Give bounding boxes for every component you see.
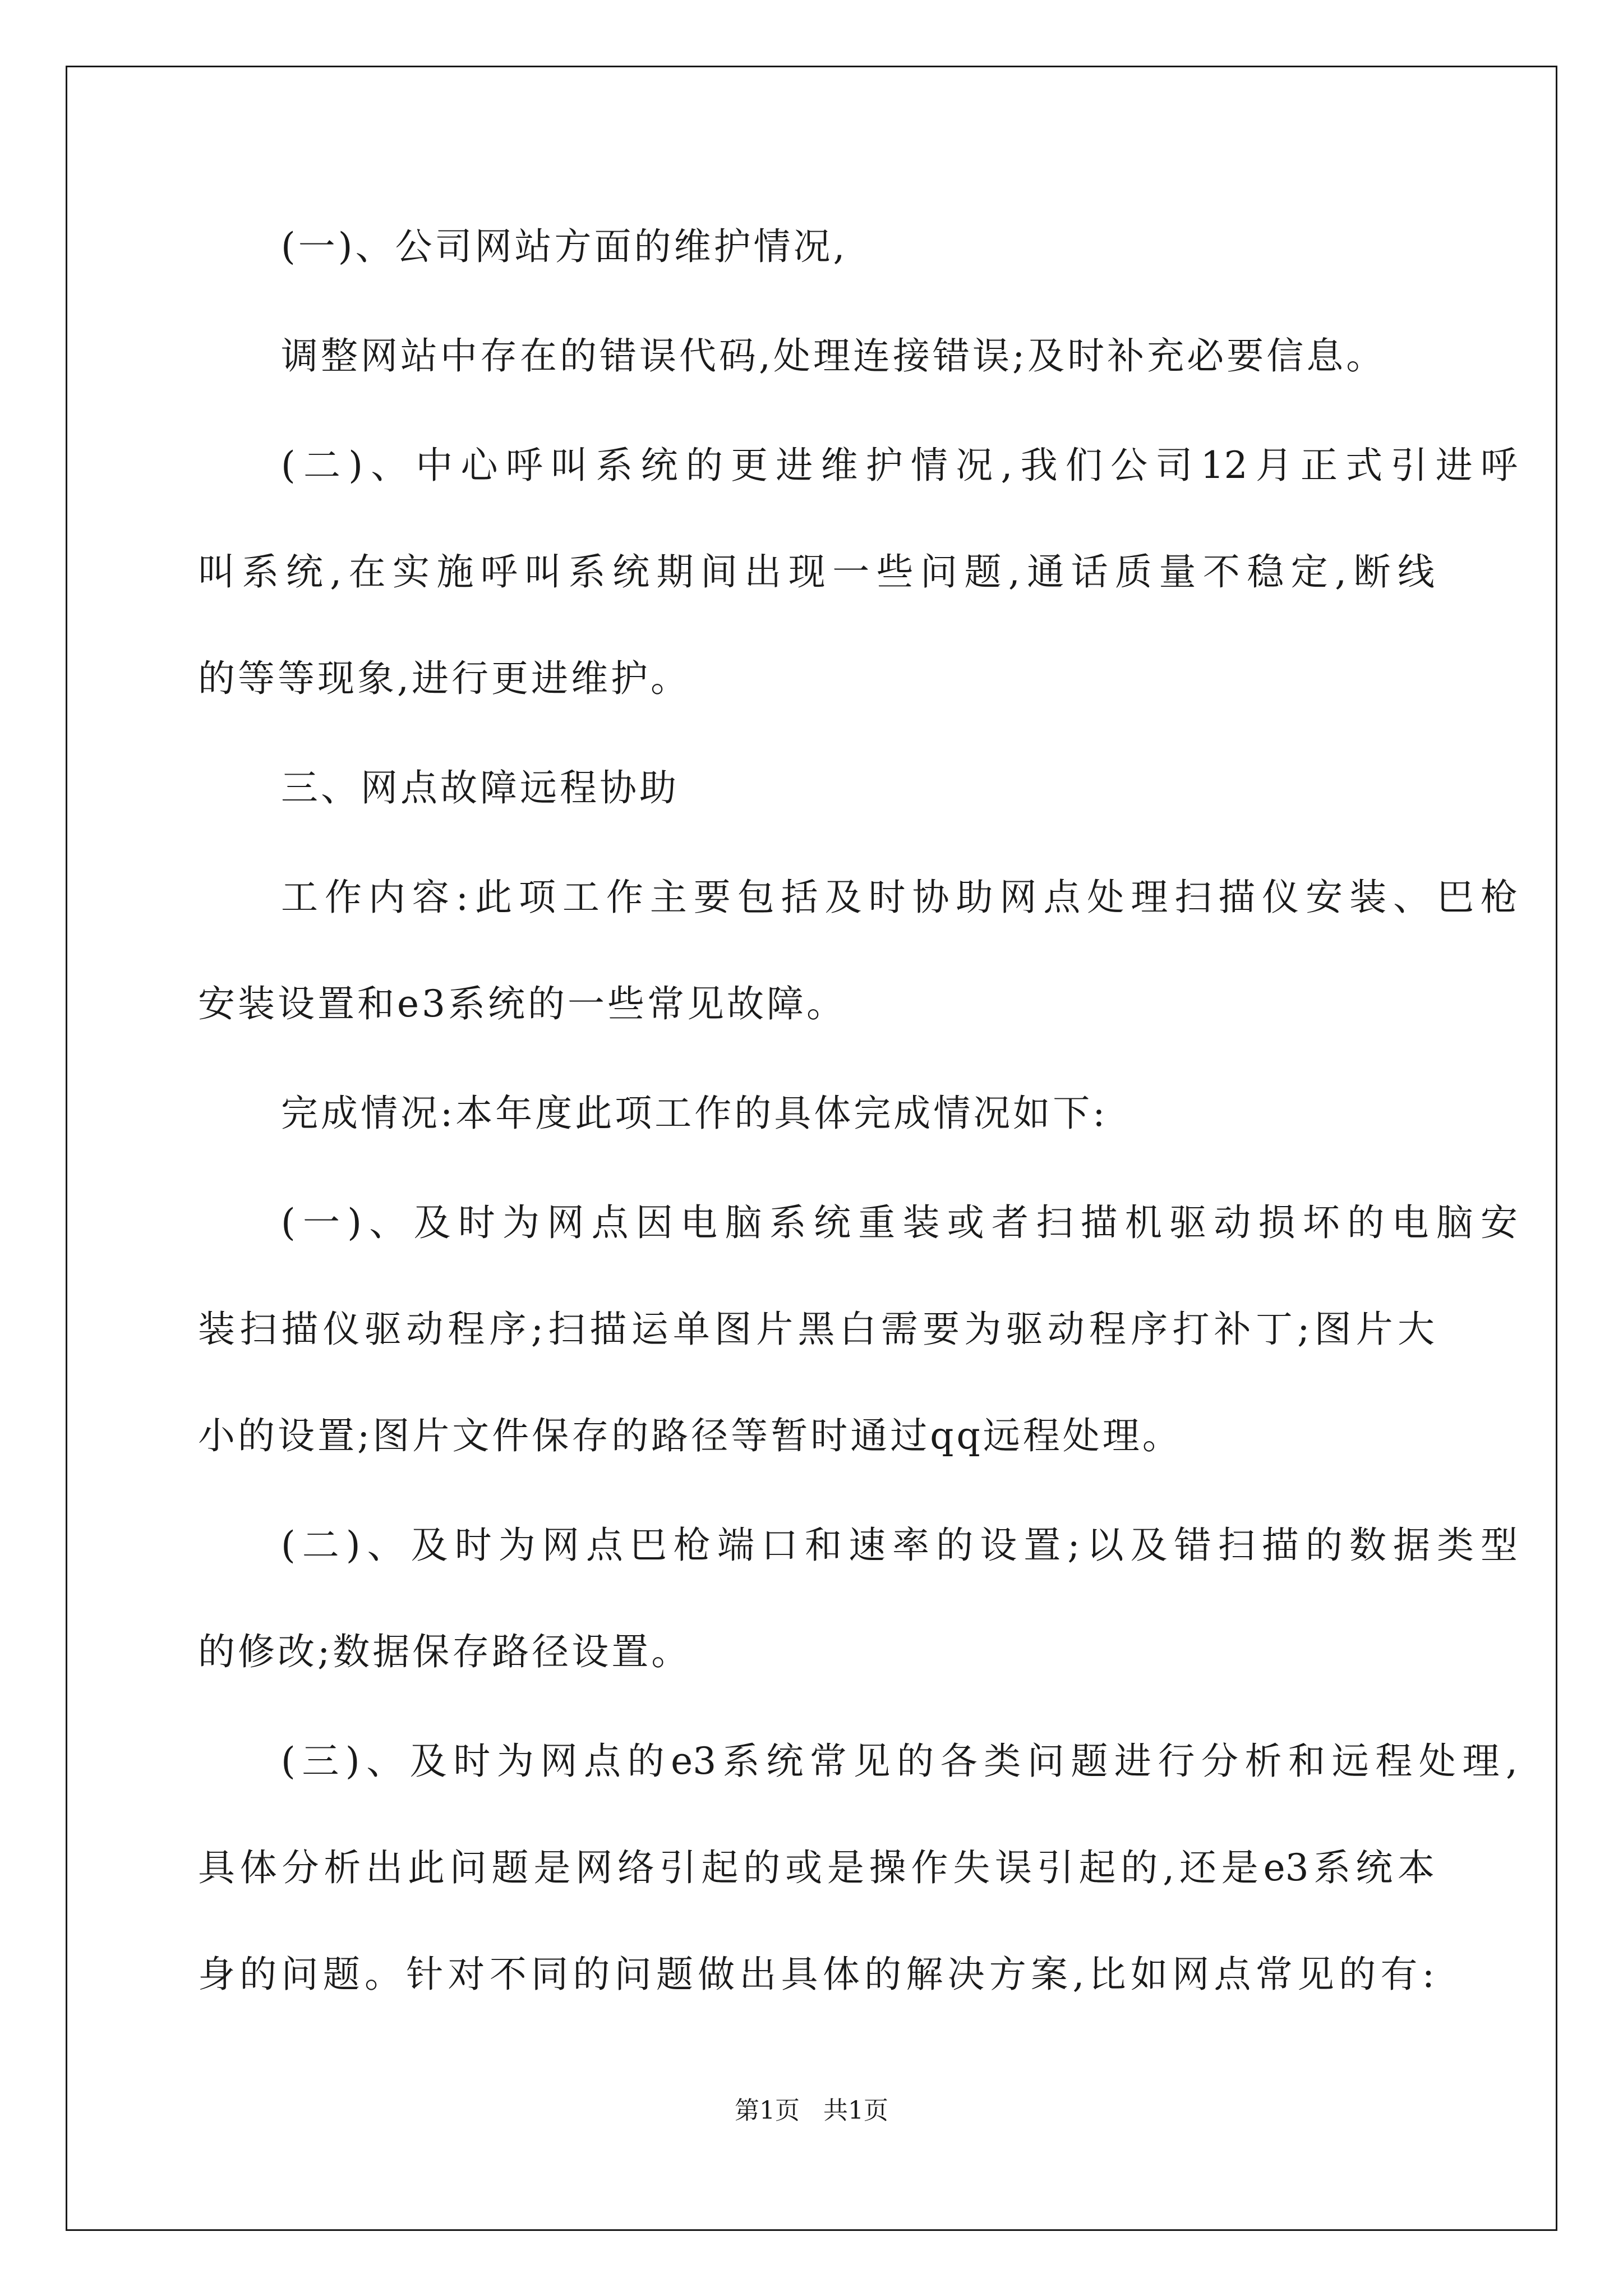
paragraph-line: 工作内容:此项工作主要包括及时协助网点处理扫描仪安装、巴枪	[281, 876, 1518, 919]
paragraph-line: 叫系统,在实施呼叫系统期间出现一些问题,通话质量不稳定,断线	[198, 550, 1435, 593]
page-footer: 第1页 共1页	[735, 2096, 888, 2125]
paragraph-line: (一)、及时为网点因电脑系统重装或者扫描机驱动损坏的电脑安	[281, 1201, 1518, 1244]
paragraph-line: (三)、及时为网点的e3系统常见的各类问题进行分析和远程处理,	[281, 1740, 1518, 1783]
paragraph-line: 身的问题。针对不同的问题做出具体的解决方案,比如网点常见的有:	[198, 1953, 1435, 1996]
paragraph-line: 小的设置;图片文件保存的路径等暂时通过qq远程处理。	[198, 1414, 1182, 1457]
paragraph-line: 完成情况:本年度此项工作的具体完成情况如下:	[281, 1092, 1108, 1135]
paragraph-line: 具体分析出此问题是网络引起的或是操作失误引起的,还是e3系统本	[198, 1846, 1435, 1889]
paragraph-line: 的修改;数据保存路径设置。	[198, 1630, 691, 1673]
section-heading: 三、网点故障远程协助	[281, 766, 679, 809]
paragraph-line: 调整网站中存在的错误代码,处理连接错误;及时补充必要信息。	[281, 334, 1386, 378]
paragraph-line: (二)、及时为网点巴枪端口和速率的设置;以及错扫描的数据类型	[281, 1524, 1518, 1567]
paragraph-line: 安装设置和e3系统的一些常见故障。	[198, 982, 847, 1025]
paragraph-line: 装扫描仪驱动程序;扫描运单图片黑白需要为驱动程序打补丁;图片大	[198, 1308, 1435, 1351]
paragraph-line: 的等等现象,进行更进维护。	[198, 657, 690, 700]
page-border	[66, 66, 1557, 2231]
paragraph-line: (二)、中心呼叫系统的更进维护情况,我们公司12月正式引进呼	[281, 444, 1518, 487]
paragraph-line: (一)、公司网站方面的维护情况,	[281, 225, 848, 268]
